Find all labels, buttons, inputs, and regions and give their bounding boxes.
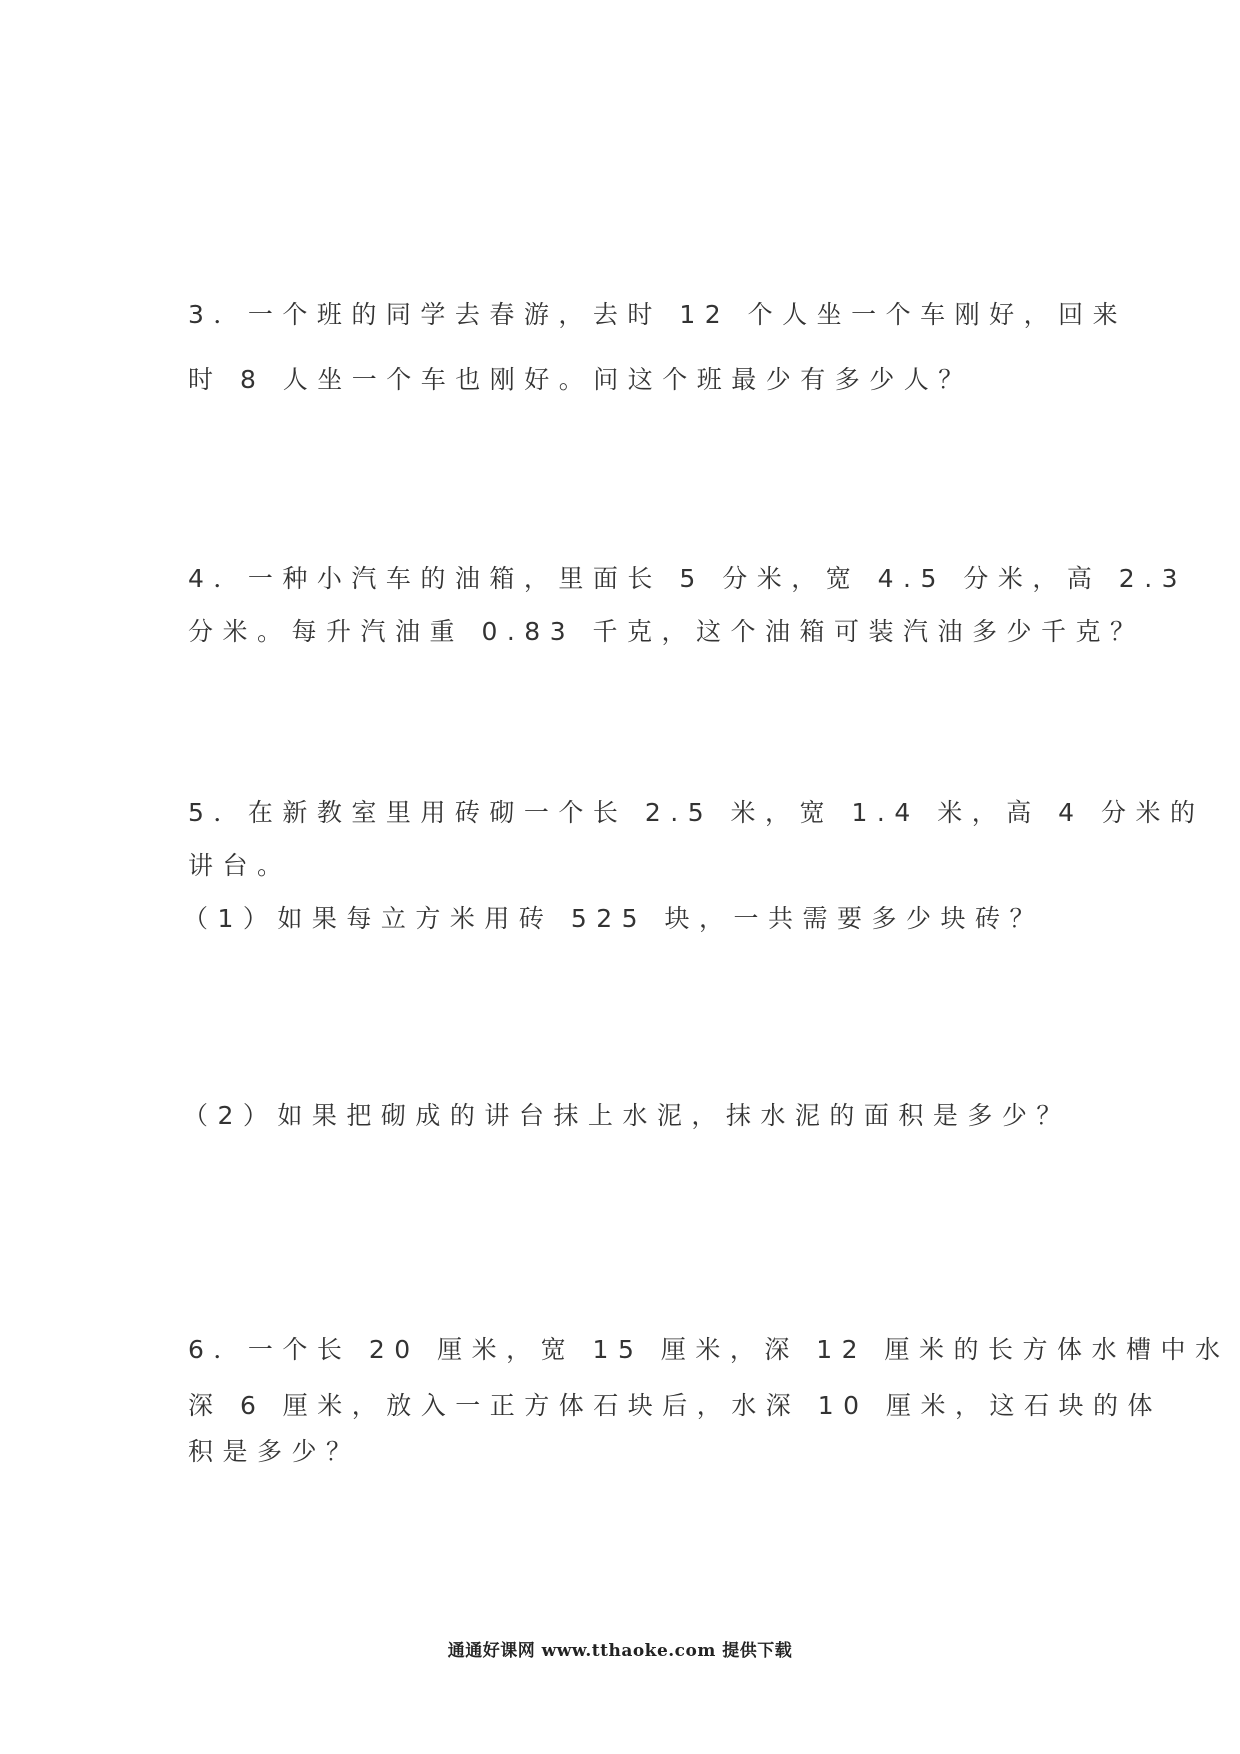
question-3-line-2: 时 8 人坐一个车也刚好。问这个班最少有多少人？	[188, 365, 973, 394]
question-4-line-1: 4．一种小汽车的油箱，里面长 5 分米，宽 4.5 分米，高 2.3	[188, 564, 1188, 593]
question-5-sub-1: （1）如果每立方米用砖 525 块，一共需要多少块砖？	[183, 904, 1045, 933]
question-5-sub-2: （2）如果把砌成的讲台抹上水泥，抹水泥的面积是多少？	[183, 1101, 1071, 1130]
question-6-line-1: 6．一个长 20 厘米，宽 15 厘米，深 12 厘米的长方体水槽中水	[188, 1335, 1230, 1364]
question-6-line-3: 积是多少？	[188, 1437, 361, 1466]
question-5-line-2: 讲台。	[188, 851, 292, 880]
footer-download-note: 通通好课网 www.tthaoke.com 提供下载	[447, 1641, 793, 1661]
question-5-line-1: 5．在新教室里用砖砌一个长 2.5 米，宽 1.4 米，高 4 分米的	[188, 798, 1205, 827]
question-3-line-1: 3．一个班的同学去春游，去时 12 个人坐一个车刚好，回来	[188, 300, 1128, 329]
question-4-line-2: 分米。每升汽油重 0.83 千克，这个油箱可装汽油多少千克？	[188, 617, 1145, 646]
question-6-line-2: 深 6 厘米，放入一正方体石块后，水深 10 厘米，这石块的体	[188, 1391, 1163, 1420]
